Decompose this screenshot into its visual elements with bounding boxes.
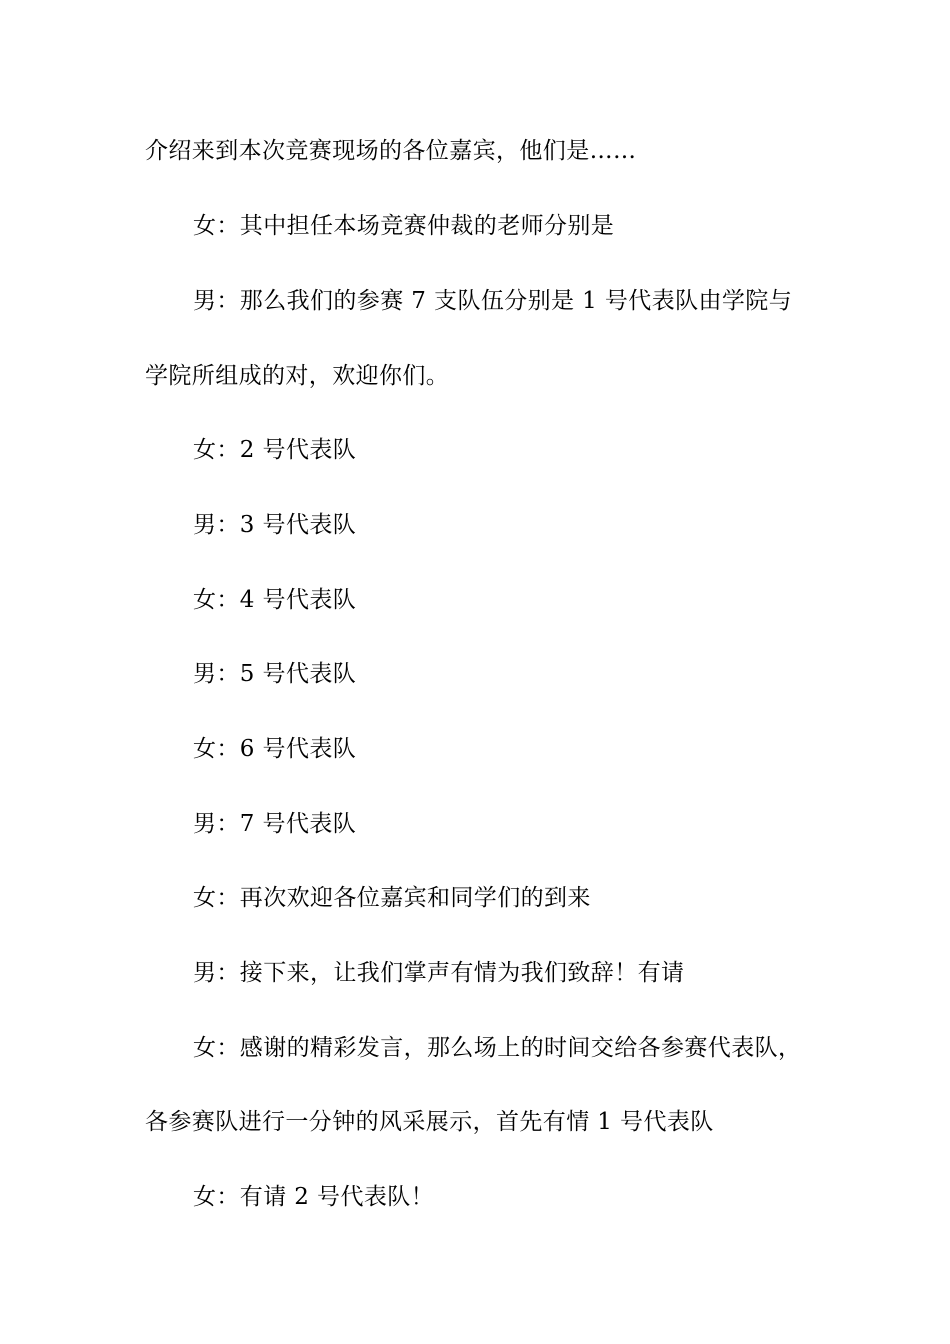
paragraph-line-12: 男：接下来，让我们掌声有情为我们致辞！有请 xyxy=(193,960,685,986)
paragraph-line-8: 男：5 号代表队 xyxy=(193,661,357,687)
paragraph-line-13: 女：感谢的精彩发言，那么场上的时间交给各参赛代表队， xyxy=(193,1035,802,1061)
paragraph-line-9: 女：6 号代表队 xyxy=(193,736,357,762)
paragraph-line-1: 介绍来到本次竞赛现场的各位嘉宾，他们是…… xyxy=(145,138,637,164)
paragraph-line-11: 女：再次欢迎各位嘉宾和同学们的到来 xyxy=(193,885,591,911)
paragraph-line-2: 女：其中担任本场竞赛仲裁的老师分别是 xyxy=(193,213,615,239)
paragraph-line-3: 男：那么我们的参赛 7 支队伍分别是 1 号代表队由学院与 xyxy=(193,288,793,314)
paragraph-line-7: 女：4 号代表队 xyxy=(193,587,357,613)
paragraph-line-10: 男：7 号代表队 xyxy=(193,811,357,837)
paragraph-line-5: 女：2 号代表队 xyxy=(193,437,357,463)
paragraph-line-6: 男：3 号代表队 xyxy=(193,512,357,538)
paragraph-line-4: 学院所组成的对，欢迎你们。 xyxy=(145,363,450,389)
paragraph-line-14: 各参赛队进行一分钟的风采展示，首先有情 1 号代表队 xyxy=(145,1109,714,1135)
paragraph-line-15: 女：有请 2 号代表队！ xyxy=(193,1184,435,1210)
